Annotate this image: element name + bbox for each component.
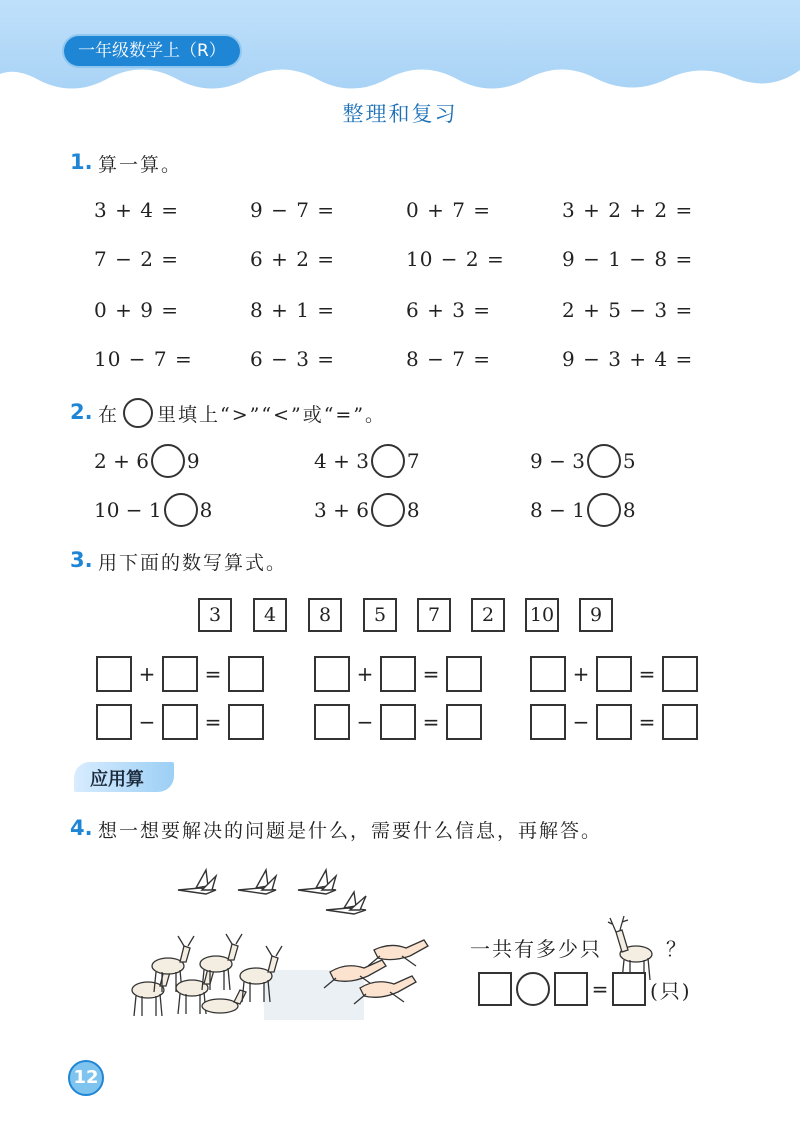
page-title: 整理和复习 [342, 102, 458, 126]
number-card: 4 [253, 598, 287, 632]
circle-icon [123, 398, 153, 428]
compare-right: 7 [406, 449, 420, 473]
equals-sign: = [422, 710, 440, 734]
goose-icon [178, 870, 216, 894]
unit-label: (只) [650, 978, 692, 1003]
answer-box[interactable] [228, 656, 264, 692]
answer-box[interactable] [530, 704, 566, 740]
number-card: 8 [308, 598, 342, 632]
number-card: 9 [579, 598, 613, 632]
number-card: 3 [198, 598, 232, 632]
compare-left: 3 + 6 [314, 498, 369, 522]
answer-box[interactable] [662, 656, 698, 692]
deer-herd-illustration [124, 930, 434, 1025]
answer-equation [478, 972, 692, 1006]
compare-right: 8 [622, 498, 636, 522]
compare-right: 5 [622, 449, 636, 473]
compare-item [530, 444, 636, 478]
compare-left: 10 − 1 [94, 498, 162, 522]
q1-expr: 6 − 3 = [250, 347, 336, 371]
q2-prompt-before: 在 [98, 403, 120, 426]
answer-box[interactable] [162, 704, 198, 740]
q3-number: 3. [70, 548, 93, 572]
number-card: 5 [363, 598, 397, 632]
q1-expr: 0 + 7 = [406, 198, 492, 222]
compare-left: 8 − 1 [530, 498, 585, 522]
goose-icon [238, 870, 276, 894]
compare-item [530, 493, 636, 527]
subtraction-equation [96, 704, 264, 740]
addition-equation [96, 656, 264, 692]
subtraction-equation [530, 704, 698, 740]
q3-prompt: 用下面的数写算式。 [98, 552, 288, 574]
equals-sign: = [638, 662, 656, 686]
answer-box[interactable] [446, 704, 482, 740]
q1-expr: 3 + 2 + 2 = [562, 198, 694, 222]
q1-expr: 9 − 7 = [250, 198, 336, 222]
minus-sign: − [138, 710, 156, 734]
answer-box[interactable] [96, 656, 132, 692]
answer-box[interactable] [596, 704, 632, 740]
minus-sign: − [356, 710, 374, 734]
answer-box[interactable] [530, 656, 566, 692]
q1-expr: 8 − 7 = [406, 347, 492, 371]
compare-item [94, 493, 212, 527]
deer-icon [202, 990, 246, 1013]
section-tag [74, 762, 174, 792]
number-card: 7 [417, 598, 451, 632]
answer-box[interactable] [478, 972, 512, 1006]
answer-box[interactable] [380, 656, 416, 692]
q1-expr: 7 − 2 = [94, 247, 180, 271]
compare-circle[interactable] [164, 493, 198, 527]
answer-box[interactable] [662, 704, 698, 740]
page-number: 12 [68, 1060, 104, 1096]
addition-equation [314, 656, 482, 692]
compare-circle[interactable] [587, 493, 621, 527]
compare-circle[interactable] [371, 444, 405, 478]
answer-box[interactable] [596, 656, 632, 692]
minus-sign: − [572, 710, 590, 734]
q1-expr: 6 + 3 = [406, 298, 492, 322]
equals-sign: = [204, 710, 222, 734]
q1-expr: 10 − 7 = [94, 347, 193, 371]
q1-expr: 9 − 1 − 8 = [562, 247, 694, 271]
q4-number: 4. [70, 816, 93, 840]
number-card: 2 [471, 598, 505, 632]
addition-equation [530, 656, 698, 692]
q1-expr: 2 + 5 − 3 = [562, 298, 694, 322]
compare-item [314, 493, 420, 527]
q1-expr: 9 − 3 + 4 = [562, 347, 694, 371]
geese-illustration [176, 866, 386, 926]
operator-circle[interactable] [516, 972, 550, 1006]
q4-question-mark: ？ [666, 936, 688, 961]
q1-expr: 10 − 2 = [406, 247, 505, 271]
equals-sign: = [422, 662, 440, 686]
equals-sign: = [204, 662, 222, 686]
answer-box[interactable] [446, 656, 482, 692]
answer-box[interactable] [314, 656, 350, 692]
plus-sign: + [138, 662, 156, 686]
subtraction-equation [314, 704, 482, 740]
answer-box[interactable] [96, 704, 132, 740]
number-card: 10 [525, 598, 559, 632]
q1-expr: 3 + 4 = [94, 198, 180, 222]
compare-item [94, 444, 200, 478]
q2-prompt [98, 398, 386, 428]
compare-right: 9 [186, 449, 200, 473]
compare-circle[interactable] [371, 493, 405, 527]
q2-number: 2. [70, 400, 93, 424]
compare-left: 9 − 3 [530, 449, 585, 473]
answer-box[interactable] [554, 972, 588, 1006]
q1-prompt: 算一算。 [98, 154, 183, 176]
compare-circle[interactable] [587, 444, 621, 478]
plus-sign: + [572, 662, 590, 686]
answer-box[interactable] [228, 704, 264, 740]
q4-question-text: 一共有多少只 [470, 936, 602, 961]
compare-left: 4 + 3 [314, 449, 369, 473]
answer-box[interactable] [162, 656, 198, 692]
section-label: 应用算 [90, 769, 144, 790]
q1-expr: 0 + 9 = [94, 298, 180, 322]
q1-expr: 8 + 1 = [250, 298, 336, 322]
q4-prompt: 想一想要解决的问题是什么，需要什么信息，再解答。 [98, 820, 603, 842]
equals-sign: = [638, 710, 656, 734]
compare-right: 8 [199, 498, 213, 522]
plus-sign: + [356, 662, 374, 686]
equals-sign: = [591, 977, 609, 1001]
q1-expr: 6 + 2 = [250, 247, 336, 271]
goose-icon [326, 892, 366, 914]
compare-right: 8 [406, 498, 420, 522]
compare-left: 2 + 6 [94, 449, 149, 473]
answer-box[interactable] [380, 704, 416, 740]
q2-prompt-after: 里填上“>”“<”或“=”。 [157, 403, 387, 426]
book-tag: 一年级数学上（R） [64, 36, 240, 66]
answer-box[interactable] [612, 972, 646, 1006]
compare-circle[interactable] [151, 444, 185, 478]
q1-number: 1. [70, 150, 93, 174]
goose-icon [298, 870, 336, 894]
compare-item [314, 444, 420, 478]
answer-box[interactable] [314, 704, 350, 740]
